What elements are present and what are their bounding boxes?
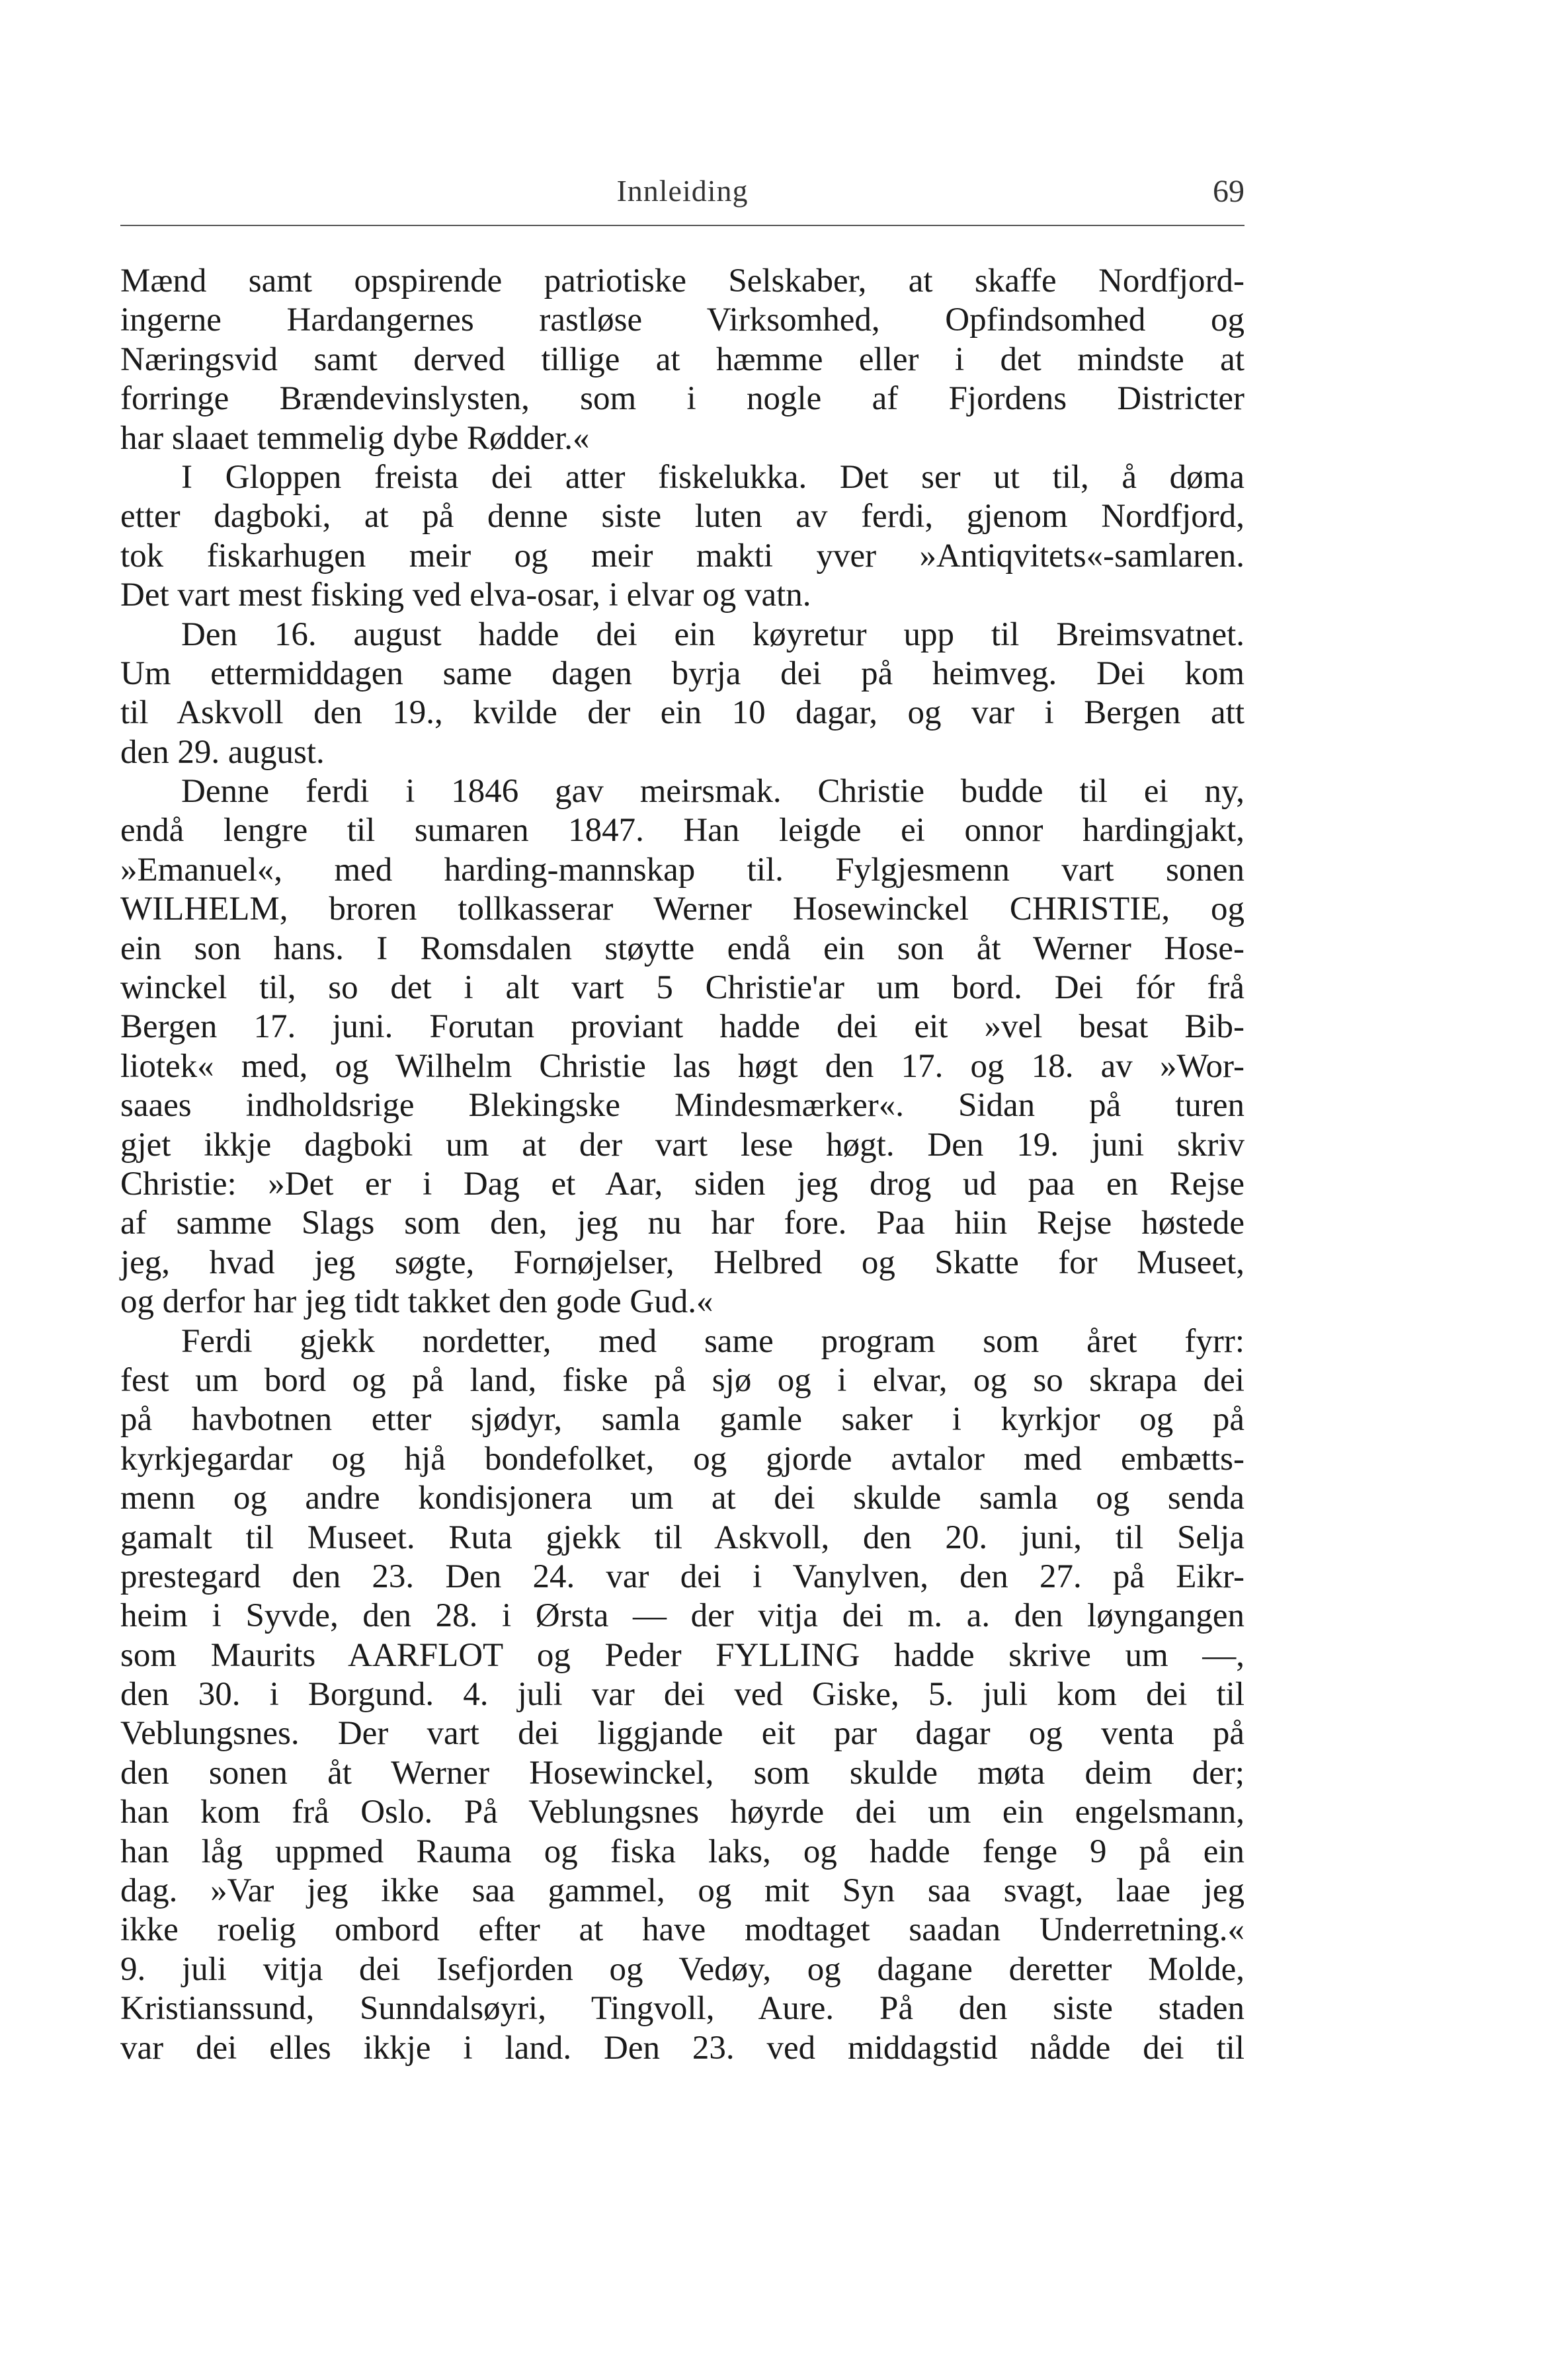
text-line: gjet ikkje dagboki um at der vart lese høgt. Den 19. juni skriv bbox=[120, 1126, 1244, 1164]
text-line: tok fiskarhugen meir og meir makti yver »Antiqvitets«-samlaren. bbox=[120, 537, 1244, 575]
text-line: Um ettermiddagen same dagen byrja dei på heimveg. Dei kom bbox=[120, 654, 1244, 692]
text-line: Den 16. august hadde dei ein køyretur upp til Breimsvatnet. bbox=[181, 615, 1244, 653]
text-line: etter dagboki, at på denne siste luten av ferdi, gjenom Nordfjord, bbox=[120, 498, 1244, 536]
running-title: Innleiding bbox=[616, 174, 749, 208]
text-line: 9. juli vitja dei Isefjorden og Vedøy, og dagane deretter Molde, bbox=[120, 1950, 1244, 1988]
text-line: gamalt til Museet. Ruta gjekk til Askvoll, den 20. juni, til Selja bbox=[120, 1519, 1244, 1556]
text-line: Veblungsnes. Der vart dei liggjande eit par dagar og venta på bbox=[120, 1715, 1244, 1753]
header-rule bbox=[120, 225, 1244, 226]
text-line: jeg, hvad jeg søgte, Fornøjelser, Helbred og Skatte for Museet, bbox=[120, 1244, 1244, 1281]
text-line: winckel til, so det i alt vart 5 Christie'ar um bord. Dei fór frå bbox=[120, 969, 1244, 1007]
text-line: til Askvoll den 19., kvilde der ein 10 dagar, og var i Bergen att bbox=[120, 694, 1244, 732]
text-line: Det vart mest fisking ved elva-osar, i elvar og vatn. bbox=[120, 576, 811, 614]
text-line: I Gloppen freista dei atter fiskelukka. Det ser ut til, å døma bbox=[181, 458, 1244, 496]
text-line: Kristianssund, Sunndalsøyri, Tingvoll, Aure. På den siste staden bbox=[120, 1990, 1244, 2028]
text-line: Christie: »Det er i Dag et Aar, siden jeg drog ud paa en Rejse bbox=[120, 1165, 1244, 1203]
text-line: heim i Syvde, den 28. i Ørsta — der vitja dei m. a. den løyngangen bbox=[120, 1597, 1244, 1635]
text-line: dag. »Var jeg ikke saa gammel, og mit Syn saa svagt, laae jeg bbox=[120, 1872, 1244, 1910]
text-line: ein son hans. I Romsdalen støytte endå ein son åt Werner Hose- bbox=[120, 930, 1244, 967]
text-line: prestegard den 23. Den 24. var dei i Vanylven, den 27. på Eikr- bbox=[120, 1558, 1244, 1595]
text-line: den 30. i Borgund. 4. juli var dei ved Giske, 5. juli kom dei til bbox=[120, 1676, 1244, 1714]
text-line: var dei elles ikkje i land. Den 23. ved middagstid nådde dei til bbox=[120, 2029, 1244, 2067]
text-line: har slaaet temmelig dybe Rødder.« bbox=[120, 419, 590, 457]
text-line: saaes indholdsrige Blekingske Mindesmærker«. Sidan på turen bbox=[120, 1087, 1244, 1125]
body-text bbox=[120, 262, 1244, 2068]
text-line: ingerne Hardangernes rastløse Virksomhed, Opfindsomhed og bbox=[120, 301, 1244, 339]
text-line: kyrkjegardar og hjå bondefolket, og gjorde avtalor med embætts- bbox=[120, 1440, 1244, 1478]
text-line: endå lengre til sumaren 1847. Han leigde ei onnor hardingjakt, bbox=[120, 812, 1244, 850]
text-line: Bergen 17. juni. Forutan proviant hadde dei eit »vel besat Bib- bbox=[120, 1008, 1244, 1046]
text-line: og derfor har jeg tidt takket den gode Gud.« bbox=[120, 1283, 714, 1321]
text-line: han låg uppmed Rauma og fiska laks, og hadde fenge 9 på ein bbox=[120, 1833, 1244, 1870]
running-head bbox=[120, 173, 1244, 221]
text-line: den sonen åt Werner Hosewinckel, som skulde møta deim der; bbox=[120, 1754, 1244, 1792]
text-line: ikke roelig ombord efter at have modtaget saadan Underretning.« bbox=[120, 1911, 1244, 1949]
text-line: Mænd samt opspirende patriotiske Selskaber, at skaffe Nordfjord- bbox=[120, 262, 1244, 299]
text-line: den 29. august. bbox=[120, 733, 325, 771]
text-line: på havbotnen etter sjødyr, samla gamle saker i kyrkjor og på bbox=[120, 1401, 1244, 1439]
text-line: Ferdi gjekk nordetter, med same program som året fyrr: bbox=[181, 1322, 1244, 1360]
text-line: »Emanuel«, med harding-mannskap til. Fylgjesmenn vart sonen bbox=[120, 851, 1244, 889]
text-line: han kom frå Oslo. På Veblungsnes høyrde dei um ein engelsmann, bbox=[120, 1794, 1244, 1831]
text-line: fest um bord og på land, fiske på sjø og i elvar, og so skrapa dei bbox=[120, 1361, 1244, 1399]
text-line: Næringsvid samt derved tillige at hæmme eller i det mindste at bbox=[120, 340, 1244, 378]
text-line: WILHELM, broren tollkasserar Werner Hosewinckel CHRISTIE, og bbox=[120, 891, 1244, 928]
page-number: 69 bbox=[1213, 174, 1244, 209]
text-line: Denne ferdi i 1846 gav meirsmak. Christie budde til ei ny, bbox=[181, 773, 1244, 811]
text-line: liotek« med, og Wilhelm Christie las høgt den 17. og 18. av »Wor- bbox=[120, 1047, 1244, 1085]
text-line: som Maurits AARFLOT og Peder FYLLING hadde skrive um —, bbox=[120, 1636, 1244, 1674]
text-line: forringe Brændevinslysten, som i nogle af Fjordens Districter bbox=[120, 380, 1244, 418]
text-line: af samme Slags som den, jeg nu har fore. Paa hiin Rejse høstede bbox=[120, 1205, 1244, 1242]
text-line: menn og andre kondisjonera um at dei skulde samla og senda bbox=[120, 1480, 1244, 1517]
